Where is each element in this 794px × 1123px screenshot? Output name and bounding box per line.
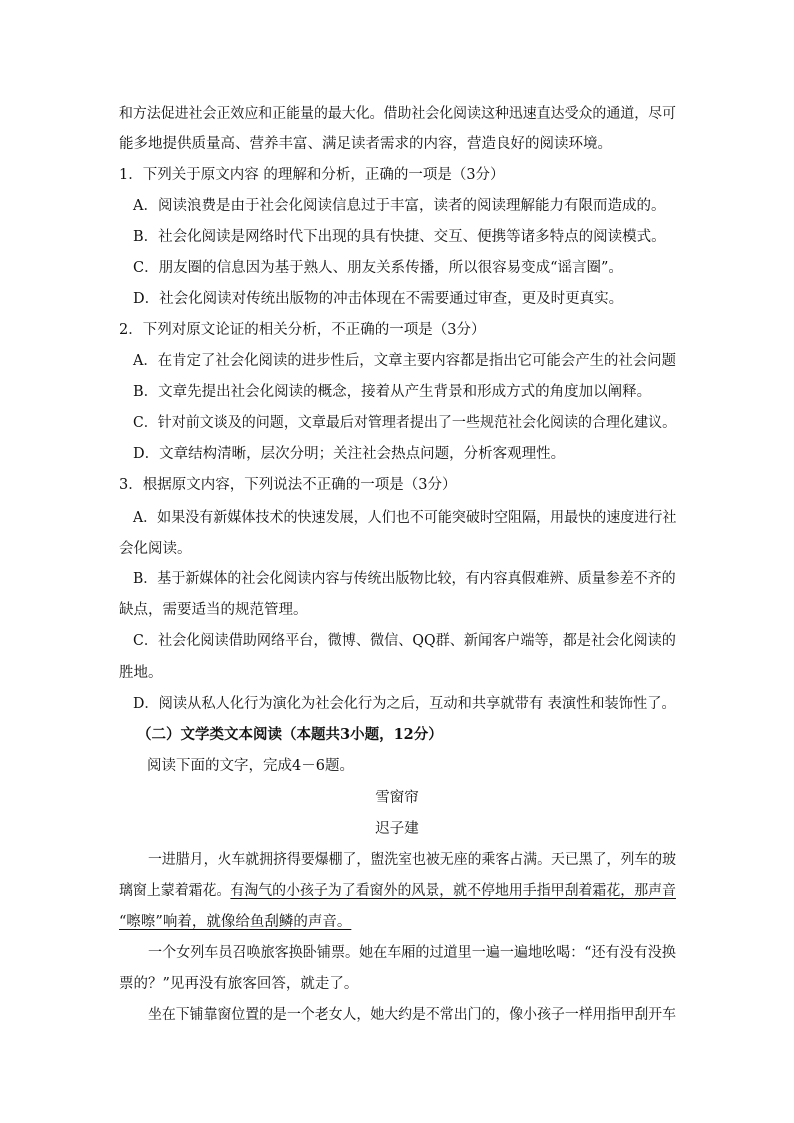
paragraph-1-plain-text: 璃窗上蒙着霜花。 <box>119 883 231 899</box>
question-3-option-b-line-2: 缺点，需要适当的规范管理。 <box>119 602 308 618</box>
paragraph-2-line-1: 一个女列车员召唤旅客换卧铺票。她在车厢的过道里一遍一遍地吆喝：“还有没有没换 <box>148 945 676 961</box>
question-1-option-d: D．社会化阅读对传统出版物的冲击体现在不需要通过审查，更及时更真实。 <box>133 291 624 307</box>
paragraph-1-line-1: 一进腊月，火车就拥挤得要爆棚了，盥洗室也被无座的乘客占满。天已黑了，列车的玻 <box>148 852 677 868</box>
underlined-sentence: 有淘气的小孩子为了看窗外的风景，就不停地用手指甲刮着霜花，那声音 <box>230 883 676 899</box>
section-heading: （二）文学类文本阅读（本题共3小题，12分） <box>137 726 443 743</box>
question-3-option-c-line-1: C．社会化阅读借助网络平台，微博、微信、QQ群、新闻客户端等，都是社会化阅读的 <box>133 633 676 649</box>
question-2-stem: 2．下列对原文论证的相关分析，不正确的一项是（3分） <box>119 322 486 338</box>
story-title: 雪窗帘 <box>375 790 419 806</box>
intro-line-1: 和方法促进社会正效应和正能量的最大化。借助社会化阅读这种迅速直达受众的通道，尽可 <box>119 106 676 122</box>
story-author: 迟子建 <box>375 821 419 837</box>
question-3-option-d: D．阅读从私人化行为演化为社会化行为之后，互动和共享就带有 表演性和装饰性了。 <box>133 696 676 712</box>
question-3-option-a-line-1: A．如果没有新媒体技术的快速发展，人们也不可能突破时空阻隔，用最快的速度进行社 <box>133 510 677 526</box>
question-3-stem: 3．根据原文内容，下列说法不正确的一项是（3分） <box>119 477 457 493</box>
question-2-option-d: D．文章结构清晰，层次分明；关注社会热点问题，分析客观理性。 <box>133 446 566 462</box>
question-1-option-b: B．社会化阅读是网络时代下出现的具有快捷、交互、便携等诸多特点的阅读模式。 <box>133 229 666 245</box>
question-3-option-b-line-1: B．基于新媒体的社会化阅读内容与传统出版物比较，有内容真假难辨、质量参差不齐的 <box>133 571 676 587</box>
question-2-option-b: B．文章先提出社会化阅读的概念，接着从产生背景和形成方式的角度加以阐释。 <box>133 384 652 400</box>
question-1-stem: 1．下列关于原文内容 的理解和分析，正确的一项是（3分） <box>119 167 505 183</box>
reading-instruction: 阅读下面的文字，完成4－6题。 <box>147 758 354 774</box>
question-3-option-c-line-2: 胜地。 <box>119 665 163 681</box>
question-1-option-c: C．朋友圈的信息因为基于熟人、朋友关系传播，所以很容易变成“谣言圈”。 <box>133 260 623 276</box>
paragraph-1-line-2 <box>119 881 676 901</box>
intro-line-2: 能多地提供质量高、营养丰富、满足读者需求的内容，营造良好的阅读环境。 <box>119 136 612 152</box>
paragraph-3-line-1: 坐在下铺靠窗位置的是一个老女人，她大约是不常出门的，像小孩子一样用指甲刮开车 <box>148 1007 677 1023</box>
question-3-option-a-line-2: 会化阅读。 <box>119 541 192 557</box>
question-2-option-c: C．针对前文谈及的问题，文章最后对管理者提出了一些规范社会化阅读的合理化建议。 <box>133 415 677 431</box>
paragraph-2-line-2: 票的？”见再没有旅客回答，就走了。 <box>119 976 359 992</box>
question-2-option-a: A．在肯定了社会化阅读的进步性后，文章主要内容都是指出它可能会产生的社会问题 <box>133 353 676 369</box>
paragraph-1-line-3: “嚓嚓”响着，就像给鱼刮鳞的声音。 <box>119 914 352 930</box>
question-1-option-a: A．阅读浪费是由于社会化阅读信息过于丰富，读者的阅读理解能力有限而造成的。 <box>133 198 666 214</box>
